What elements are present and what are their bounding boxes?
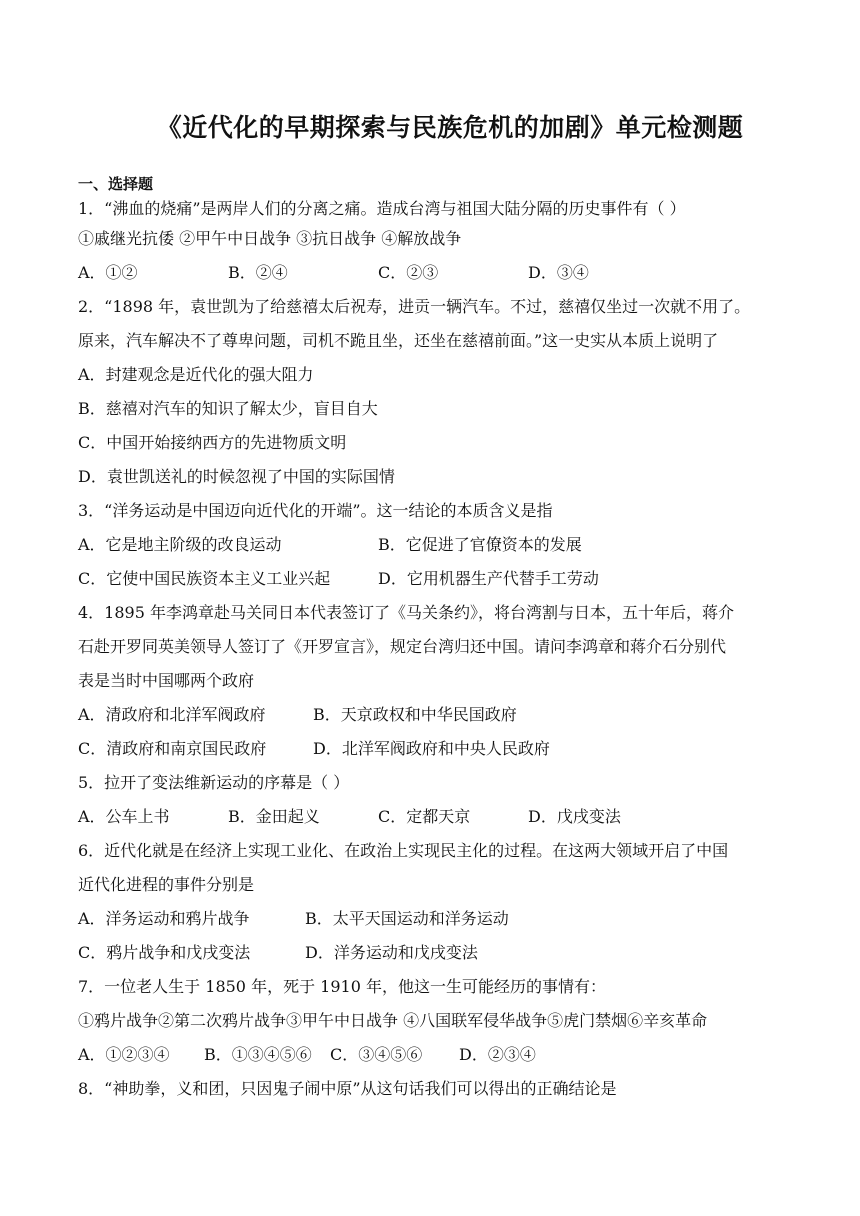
- question-5-options: [78, 800, 798, 834]
- question-8-stem: 8．“神助拳，义和团，只因鬼子闹中原”从这句话我们可以得出的正确结论是: [78, 1079, 617, 1098]
- option-a: A．①②: [78, 263, 138, 282]
- option-c: C．中国开始接纳西方的先进物质文明: [78, 433, 347, 452]
- question-1-items: ①戚继光抗倭 ②甲午中日战争 ③抗日战争 ④解放战争: [78, 229, 462, 248]
- question-3-options-row2: [78, 562, 798, 596]
- question-4-options-row1: [78, 698, 798, 732]
- option-b: B．②④: [228, 263, 288, 282]
- document-title: 《近代化的早期探索与民族危机的加剧》单元检测题: [156, 113, 744, 142]
- document-body: [78, 172, 798, 1106]
- question-1-stem: 1．“沸血的烧痛”是两岸人们的分离之痛。造成台湾与祖国大陆分隔的历史事件有（ ）: [78, 199, 686, 218]
- option-c: C．②③: [378, 263, 439, 282]
- question-3-stem: 3．“洋务运动是中国迈向近代化的开端”。这一结论的本质含义是指: [78, 501, 553, 520]
- question-6-options-row1: [78, 902, 798, 936]
- option-c: C．鸦片战争和戊戌变法: [78, 943, 251, 962]
- option-b: B．金田起义: [228, 807, 320, 826]
- option-a: A．清政府和北洋军阀政府: [78, 705, 266, 724]
- option-b: B．太平天国运动和洋务运动: [305, 909, 509, 928]
- option-b: B．①③④⑤⑥: [204, 1045, 312, 1064]
- option-b: B．慈禧对汽车的知识了解太少，盲目自大: [78, 399, 378, 418]
- question-6-stem: 6．近代化就是在经济上实现工业化、在政治上实现民主化的过程。在这两大领域开启了中国: [78, 841, 729, 860]
- option-c: C．它使中国民族资本主义工业兴起: [78, 569, 331, 588]
- option-a: A．洋务运动和鸦片战争: [78, 909, 250, 928]
- question-4-stem-cont: 石赴开罗同英美领导人签订了《开罗宣言》，规定台湾归还中国。请问李鸿章和蒋介石分别代: [78, 637, 727, 656]
- question-7-items: ①鸦片战争②第二次鸦片战争③甲午中日战争 ④八国联军侵华战争⑤虎门禁烟⑥辛亥革命: [78, 1011, 708, 1030]
- question-6-stem-cont: 近代化进程的事件分别是: [78, 875, 255, 894]
- option-c: C．清政府和南京国民政府: [78, 739, 267, 758]
- option-b: B．它促进了官僚资本的发展: [378, 535, 582, 554]
- question-6-options-row2: [78, 936, 798, 970]
- option-c: C．定都天京: [378, 807, 471, 826]
- section-heading: 一、选择题: [78, 175, 154, 193]
- option-d: D．它用机器生产代替手工劳动: [378, 569, 599, 588]
- option-a: A．①②③④: [78, 1045, 170, 1064]
- option-a: A．公车上书: [78, 807, 170, 826]
- option-d: D．③④: [528, 263, 589, 282]
- option-d: D．袁世凯送礼的时候忽视了中国的实际国情: [78, 467, 395, 486]
- question-5-stem: 5．拉开了变法维新运动的序幕是（ ）: [78, 773, 350, 792]
- option-b: B．天京政权和中华民国政府: [313, 705, 517, 724]
- question-2-stem: 2．“1898 年，袁世凯为了给慈禧太后祝寿，进贡一辆汽车。不过，慈禧仅坐过一次就不用了。: [78, 297, 751, 316]
- question-7-options: [78, 1038, 798, 1072]
- option-d: D．戊戌变法: [528, 807, 621, 826]
- question-4-stem-cont: 表是当时中国哪两个政府: [78, 671, 255, 690]
- option-a: A．它是地主阶级的改良运动: [78, 535, 282, 554]
- question-1-options: [78, 256, 798, 290]
- question-4-options-row2: [78, 732, 798, 766]
- option-d: D．北洋军阀政府和中央人民政府: [313, 739, 550, 758]
- question-4-stem: 4．1895 年李鸿章赴马关同日本代表签订了《马关条约》，将台湾割与日本，五十年后，蒋介: [78, 603, 734, 622]
- question-3-options-row1: [78, 528, 798, 562]
- option-d: D．洋务运动和戊戌变法: [305, 943, 478, 962]
- option-d: D．②③④: [459, 1045, 536, 1064]
- question-7-stem: 7．一位老人生于 1850 年，死于 1910 年，他这一生可能经历的事情有：: [78, 977, 606, 996]
- question-2-stem-cont: 原来，汽车解决不了尊卑问题，司机不跪且坐，还坐在慈禧前面。”这一史实从本质上说明了: [78, 331, 719, 350]
- option-a: A．封建观念是近代化的强大阻力: [78, 365, 314, 384]
- option-c: C．③④⑤⑥: [330, 1045, 423, 1064]
